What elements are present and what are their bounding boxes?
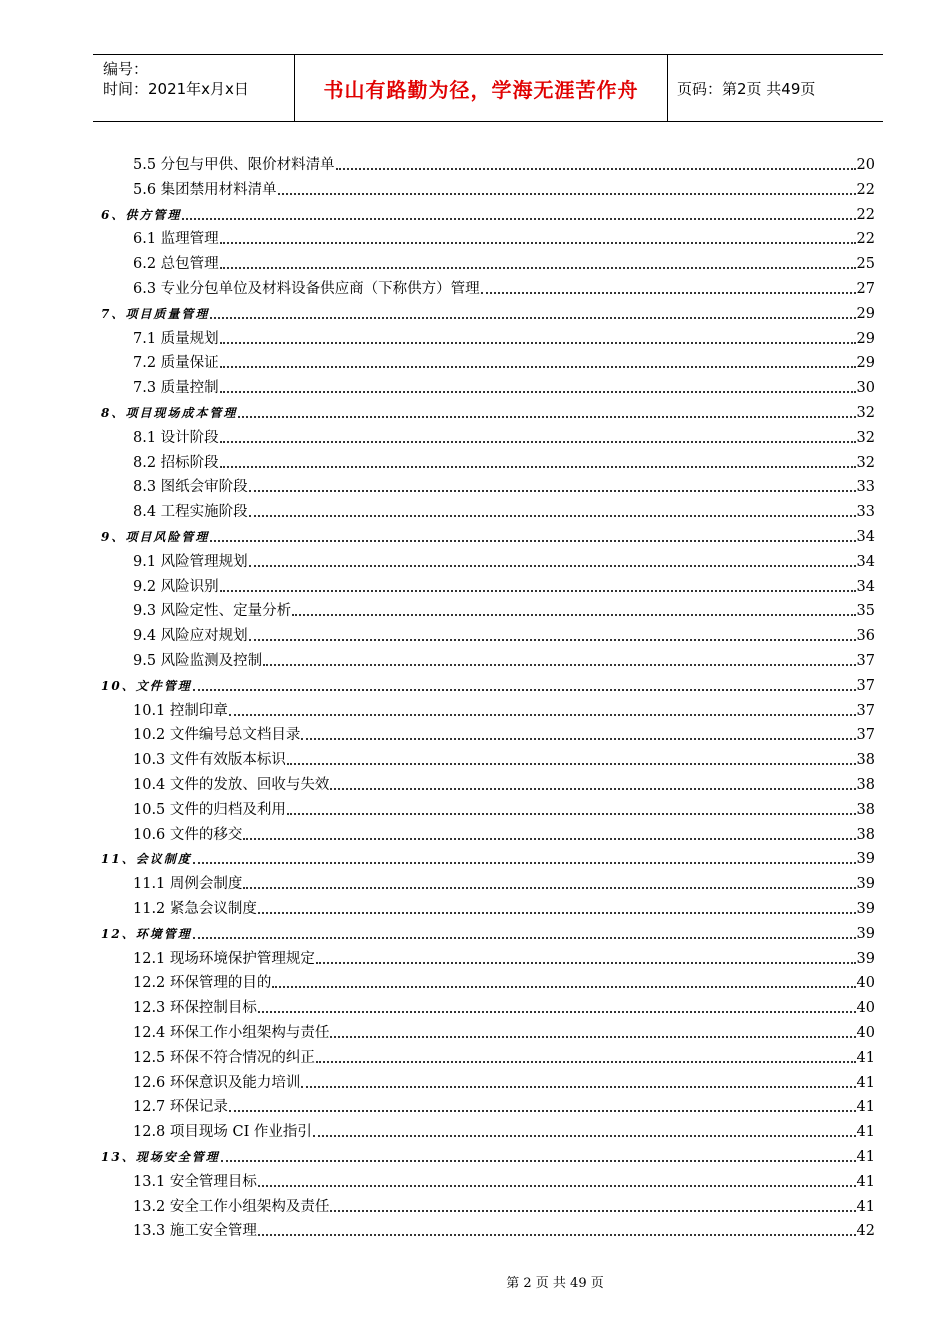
toc-leader-dots [249,638,856,641]
toc-entry-title: 12.2 环保管理的目的 [133,975,272,992]
toc-leader-dots [330,1209,855,1212]
toc-entry-page: 29 [856,305,875,322]
toc-leader-dots [258,1010,856,1013]
toc-leader-dots [220,589,856,592]
toc-entry-title: 12、环境管理 [101,926,192,941]
toc-entry-page: 37 [856,677,875,694]
toc-entry-page: 32 [856,429,875,446]
toc-entry-page: 38 [856,826,875,843]
page-header [93,54,883,122]
toc-entry-title: 11.1 周例会制度 [133,876,243,893]
toc-entry-title: 8.1 设计阶段 [133,429,219,446]
toc-chapter-entry[interactable] [101,673,875,695]
toc-chapter-entry[interactable] [101,301,875,323]
toc-entry-page: 25 [856,256,875,273]
toc-entry-page: 41 [856,1149,875,1165]
toc-section-entry[interactable] [133,797,875,819]
toc-section-entry[interactable] [133,1194,875,1216]
toc-leader-dots [258,1184,856,1187]
toc-entry-title: 8.2 招标阶段 [133,454,219,471]
toc-entry-title: 6.2 总包管理 [133,256,219,273]
toc-leader-dots [287,812,856,815]
toc-entry-title: 10.1 控制印章 [133,702,228,719]
toc-section-entry[interactable] [133,375,875,397]
toc-leader-dots [316,1060,856,1063]
toc-leader-dots [278,192,856,195]
header-divider [667,55,668,121]
toc-section-entry[interactable] [133,251,875,273]
toc-entry-title: 12.3 环保控制目标 [133,1000,257,1017]
toc-section-entry[interactable] [133,425,875,447]
toc-entry-page: 39 [856,851,875,868]
toc-leader-dots [220,266,856,269]
toc-leader-dots [210,539,855,542]
toc-entry-title: 7.3 质量控制 [133,380,219,397]
toc-leader-dots [221,1159,856,1162]
toc-leader-dots [193,688,856,691]
toc-section-entry[interactable] [133,474,875,496]
toc-entry-title: 13.3 施工安全管理 [133,1223,257,1240]
toc-leader-dots [193,861,856,864]
toc-section-entry[interactable] [133,226,875,248]
toc-leader-dots [301,1085,855,1088]
toc-entry-title: 6.3 专业分包单位及材料设备供应商（下称供方）管理 [133,281,480,297]
toc-entry-title: 10.5 文件的归档及利用 [133,801,286,818]
toc-leader-dots [249,514,856,517]
toc-entry-page: 42 [856,1223,875,1240]
toc-leader-dots [193,936,856,939]
toc-leader-dots [220,241,856,244]
toc-leader-dots [182,217,855,220]
toc-chapter-entry[interactable] [101,400,875,422]
toc-leader-dots [243,886,855,889]
toc-entry-page: 39 [856,901,875,917]
toc-leader-dots [287,762,856,765]
toc-section-entry[interactable] [133,822,875,844]
toc-leader-dots [272,985,855,988]
toc-entry-page: 39 [856,925,875,942]
footer-page-number: 第 2 页 共 49 页 [506,1276,604,1291]
toc-section-entry[interactable] [133,1020,875,1042]
toc-entry-page: 33 [856,479,875,496]
toc-entry-page: 37 [856,702,875,719]
toc-leader-dots [220,465,856,468]
toc-section-entry[interactable] [133,871,875,893]
toc-section-entry[interactable] [133,598,875,620]
toc-entry-page: 38 [856,801,875,818]
toc-section-entry[interactable] [133,1070,875,1092]
toc-entry-page: 40 [856,975,875,992]
toc-entry-title: 12.7 环保记录 [133,1099,228,1116]
toc-section-entry[interactable] [133,1119,875,1141]
toc-entry-page: 22 [856,231,875,248]
toc-leader-dots [249,489,856,492]
header-page-number: 页码：第2页 共49页 [677,79,816,98]
toc-section-entry[interactable] [133,152,875,174]
toc-chapter-entry[interactable] [101,524,875,546]
toc-leader-dots [229,713,856,716]
toc-leader-dots [258,1233,856,1236]
toc-entry-page: 41 [856,1198,875,1215]
toc-section-entry[interactable] [133,1045,875,1067]
toc-entry-title: 10、文件管理 [101,678,192,693]
header-meta [103,59,293,99]
toc-entry-title: 6、供方管理 [101,207,182,222]
toc-leader-dots [243,837,855,840]
toc-entry-page: 22 [856,206,875,223]
toc-section-entry[interactable] [133,623,875,645]
toc-entry-title: 9.4 风险应对规划 [133,628,248,645]
toc-entry-page: 41 [856,1124,875,1141]
toc-entry-title: 7、项目质量管理 [101,306,210,321]
toc-section-entry[interactable] [133,1218,875,1240]
toc-entry-title: 10.6 文件的移交 [133,826,243,843]
toc-entry-page: 29 [856,330,875,347]
toc-entry-title: 9.5 风险监测及控制 [133,653,263,669]
toc-section-entry[interactable] [133,648,875,670]
toc-section-entry[interactable] [133,946,875,968]
toc-leader-dots [330,787,855,790]
toc-section-entry[interactable] [133,350,875,372]
toc-leader-dots [330,1035,855,1038]
toc-section-entry[interactable] [133,499,875,521]
toc-leader-dots [238,415,855,418]
toc-entry-title: 5.6 集团禁用材料清单 [133,181,277,198]
toc-leader-dots [263,663,855,666]
toc-leader-dots [292,613,855,616]
toc-section-entry[interactable] [133,722,875,744]
toc-section-entry[interactable] [133,177,875,199]
toc-entry-page: 29 [856,355,875,372]
toc-section-entry[interactable] [133,276,875,298]
toc-entry-page: 38 [856,777,875,793]
toc-section-entry[interactable] [133,747,875,769]
toc-entry-title: 12.1 现场环境保护管理规定 [133,950,315,967]
toc-chapter-entry[interactable] [101,846,875,868]
toc-entry-page: 34 [856,529,875,545]
toc-leader-dots [220,390,856,393]
toc-entry-page: 32 [856,405,875,421]
toc-leader-dots [301,737,855,740]
toc-entry-title: 6.1 监理管理 [133,231,219,248]
toc-entry-page: 22 [856,181,875,198]
toc-entry-title: 10.4 文件的发放、回收与失效 [133,777,330,793]
toc-entry-page: 34 [856,578,875,595]
toc-entry-title: 9、项目风险管理 [101,530,210,544]
toc-entry-page: 33 [856,504,875,521]
document-time-label: 时间：2021年x月x日 [103,80,249,98]
toc-leader-dots [220,440,856,443]
toc-entry-title: 8.3 图纸会审阶段 [133,479,248,496]
toc-entry-title: 13、现场安全管理 [101,1150,220,1164]
toc-entry-title: 12.8 项目现场 CI 作业指引 [133,1124,312,1141]
toc-entry-title: 8.4 工程实施阶段 [133,504,248,521]
toc-entry-title: 10.3 文件有效版本标识 [133,752,286,769]
toc-entry-page: 35 [856,603,875,620]
toc-entry-page: 37 [856,727,875,744]
toc-section-entry[interactable] [133,326,875,348]
toc-entry-title: 9.1 风险管理规划 [133,553,248,570]
toc-entry-page: 40 [856,1025,875,1041]
toc-entry-page: 41 [856,1049,875,1066]
toc-entry-title: 7.1 质量规划 [133,330,219,347]
toc-entry-page: 40 [856,1000,875,1017]
toc-chapter-entry[interactable] [101,1144,875,1166]
toc-entry-page: 36 [856,628,875,645]
toc-section-entry[interactable] [133,970,875,992]
toc-entry-title: 12.4 环保工作小组架构与责任 [133,1025,330,1041]
toc-chapter-entry[interactable] [101,921,875,943]
toc-entry-title: 12.5 环保不符合情况的纠正 [133,1049,315,1066]
toc-leader-dots [313,1134,856,1137]
toc-section-entry[interactable] [133,772,875,794]
toc-entry-page: 32 [856,454,875,471]
toc-section-entry[interactable] [133,549,875,571]
toc-entry-page: 20 [856,157,875,173]
toc-leader-dots [229,1109,856,1112]
toc-entry-title: 10.2 文件编号总文档目录 [133,727,301,744]
toc-entry-page: 41 [856,1074,875,1091]
toc-entry-page: 34 [856,553,875,570]
toc-leader-dots [249,564,856,567]
toc-entry-page: 39 [856,950,875,967]
header-motto: 书山有路勤为径，学海无涯苦作舟 [323,77,639,102]
document-number-label: 编号： [103,60,149,78]
toc-section-entry[interactable] [133,450,875,472]
toc-entry-title: 8、项目现场成本管理 [101,406,238,420]
toc-entry-page: 30 [856,380,875,397]
toc-entry-title: 11.2 紧急会议制度 [133,901,257,917]
toc-entry-page: 41 [856,1099,875,1116]
toc-section-entry[interactable] [133,574,875,596]
toc-entry-title: 9.3 风险定性、定量分析 [133,603,292,620]
toc-entry-title: 5.5 分包与甲供、限价材料清单 [133,157,335,173]
toc-leader-dots [316,961,856,964]
toc-entry-page: 37 [856,653,875,669]
toc-entry-title: 9.2 风险识别 [133,578,219,595]
toc-chapter-entry[interactable] [101,202,875,224]
toc-section-entry[interactable] [133,1094,875,1116]
page-footer [0,1272,950,1291]
toc-entry-title: 12.6 环保意识及能力培训 [133,1074,301,1091]
toc-leader-dots [220,365,856,368]
toc-entry-page: 41 [856,1173,875,1190]
toc-section-entry[interactable] [133,698,875,720]
toc-leader-dots [220,341,856,344]
toc-section-entry[interactable] [133,1169,875,1191]
toc-section-entry[interactable] [133,896,875,918]
toc-entry-page: 27 [856,281,875,297]
toc-section-entry[interactable] [133,995,875,1017]
toc-entry-title: 13.2 安全工作小组架构及责任 [133,1198,330,1215]
toc-leader-dots [481,291,856,294]
toc-leader-dots [336,167,856,170]
toc-leader-dots [210,316,855,319]
toc-entry-title: 7.2 质量保证 [133,355,219,372]
toc-entry-page: 38 [856,752,875,769]
toc-entry-title: 13.1 安全管理目标 [133,1173,257,1190]
toc-entry-title: 11、会议制度 [101,852,192,867]
toc-leader-dots [258,911,856,914]
toc-entry-page: 39 [856,876,875,893]
